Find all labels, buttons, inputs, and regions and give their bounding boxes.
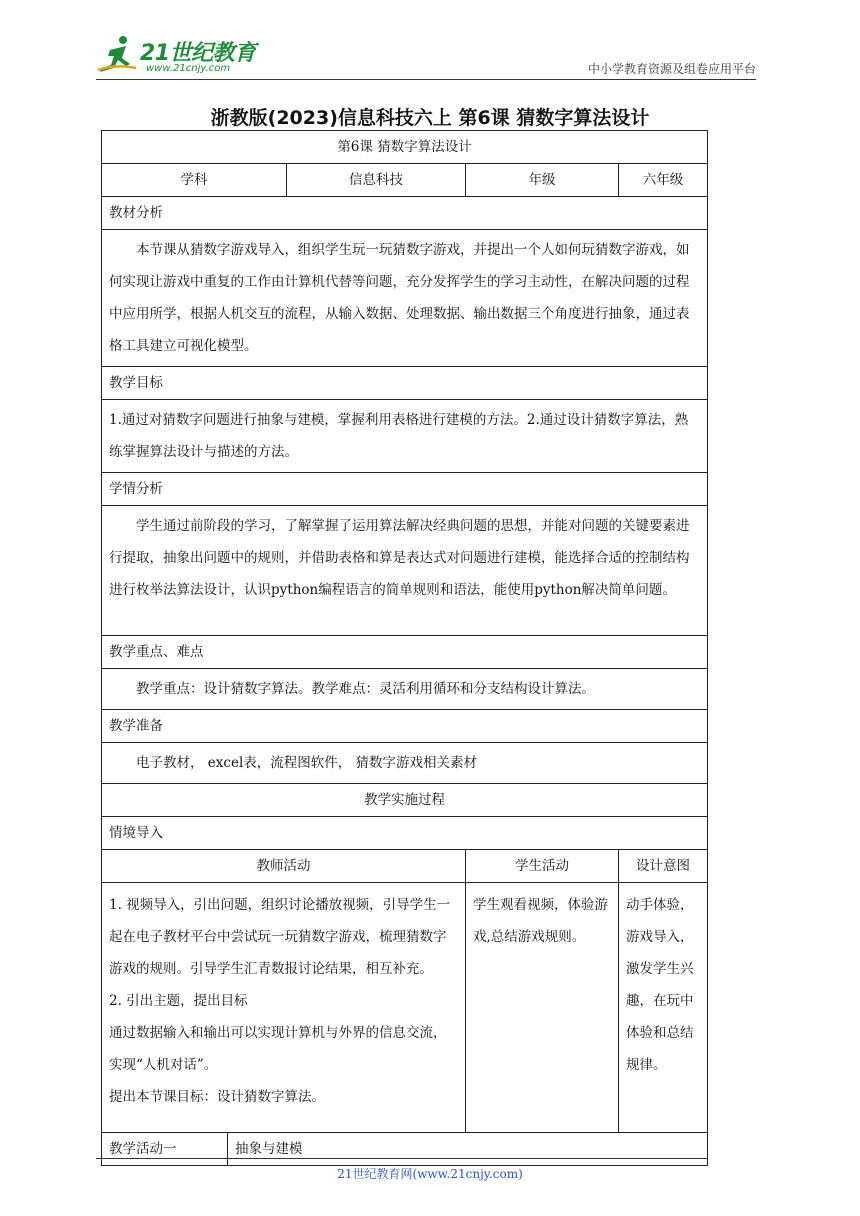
intent-text: 动手体验，游戏导入，激发学生兴趣，在玩中体验和总结规律。 (626, 897, 694, 1073)
activity1-value: 抽象与建模 (228, 1133, 708, 1166)
list-item: 1. 视频导入，引出问题，组织讨论播放视频，引导学生一起在电子教材平台中尝试玩一玩猜数字游戏，梳理猜数字游戏的规则。引导学生汇青数报讨论结果，相互补充。 (109, 897, 451, 977)
footer-divider (96, 1158, 708, 1159)
list-item: 提出本节课目标：设计猜数字算法。 (109, 1089, 325, 1105)
students-cell (102, 506, 708, 636)
prep-cell (102, 743, 708, 784)
subject-label: 学科 (102, 164, 287, 197)
footer-link[interactable]: 21世纪教育网(www.21cnjy.com) (337, 1167, 523, 1181)
col-intent-header: 设计意图 (619, 850, 708, 883)
grade-value: 六年级 (619, 164, 708, 197)
lesson-title-cell: 第6课 猜数字算法设计 (102, 131, 708, 164)
process-label: 教学实施过程 (102, 784, 708, 817)
page-header (96, 30, 756, 82)
grade-label: 年级 (466, 164, 619, 197)
list-item: 通过数据输入和输出可以实现计算机与外界的信息交流，实现“人机对话”。 (109, 1025, 447, 1073)
teacher-activity-cell (102, 883, 466, 1133)
header-tagline: 中小学教育资源及组卷应用平台 (587, 62, 756, 76)
intro-label: 情境导入 (102, 817, 708, 850)
students-text: 学生通过前阶段的学习，了解掌握了运用算法解决经典问题的思想，并能对问题的关键要素进行提取，抽象出问题中的规则，并借助表格和算是表达式对问题进行建模，能选择合适的控制结构进行枚举法算法设计，认识python编程语言的简单规则和语法，能使用python解决简单问题。 (109, 518, 690, 598)
goals-cell (102, 400, 708, 473)
logo (96, 34, 266, 78)
col-teacher-header: 教师活动 (102, 850, 466, 883)
prep-text: 电子教材， excel表，流程图软件， 猜数字游戏相关素材 (136, 755, 478, 771)
activity1-label: 教学活动一 (102, 1133, 228, 1166)
key-text: 教学重点：设计猜数字算法。教学难点：灵活利用循环和分支结构设计算法。 (136, 681, 595, 697)
analysis-cell (102, 230, 708, 367)
subject-value: 信息科技 (287, 164, 466, 197)
document-title: 浙教版(2023)信息科技六上 第6课 猜数字算法设计 (210, 107, 650, 129)
students-label: 学情分析 (102, 473, 708, 506)
goals-text: 1.通过对猜数字问题进行抽象与建模，掌握利用表格进行建模的方法。2.通过设计猜数字算法，熟练掌握算法设计与描述的方法。 (109, 412, 689, 460)
runner-icon (96, 34, 140, 78)
header-divider (96, 79, 756, 80)
list-item: 2. 引出主题，提出目标 (109, 993, 248, 1009)
student-activity-text: 学生观看视频，体验游戏,总结游戏规则。 (473, 897, 608, 945)
col-student-header: 学生活动 (466, 850, 619, 883)
key-label: 教学重点、难点 (102, 636, 708, 669)
intent-cell (619, 883, 708, 1133)
teacher-activity-list (109, 889, 458, 1113)
logo-text: 21世纪教育 (140, 41, 256, 66)
lesson-plan-table (101, 130, 708, 1166)
logo-url: www.21cnjy.com (146, 63, 231, 74)
prep-label: 教学准备 (102, 710, 708, 743)
key-cell (102, 669, 708, 710)
goals-label: 教学目标 (102, 367, 708, 400)
analysis-label: 教材分析 (102, 197, 708, 230)
analysis-text: 本节课从猜数字游戏导入，组织学生玩一玩猜数字游戏，并提出一个人如何玩猜数字游戏，如何实现让游戏中重复的工作由计算机代替等问题，充分发挥学生的学习主动性，在解决问题的过程中应用所学，根据人机交互的流程，从输入数据、处理数据、输出数据三个角度进行抽象，通过表格工具建立可视化模型。 (109, 242, 690, 354)
student-activity-cell (466, 883, 619, 1133)
